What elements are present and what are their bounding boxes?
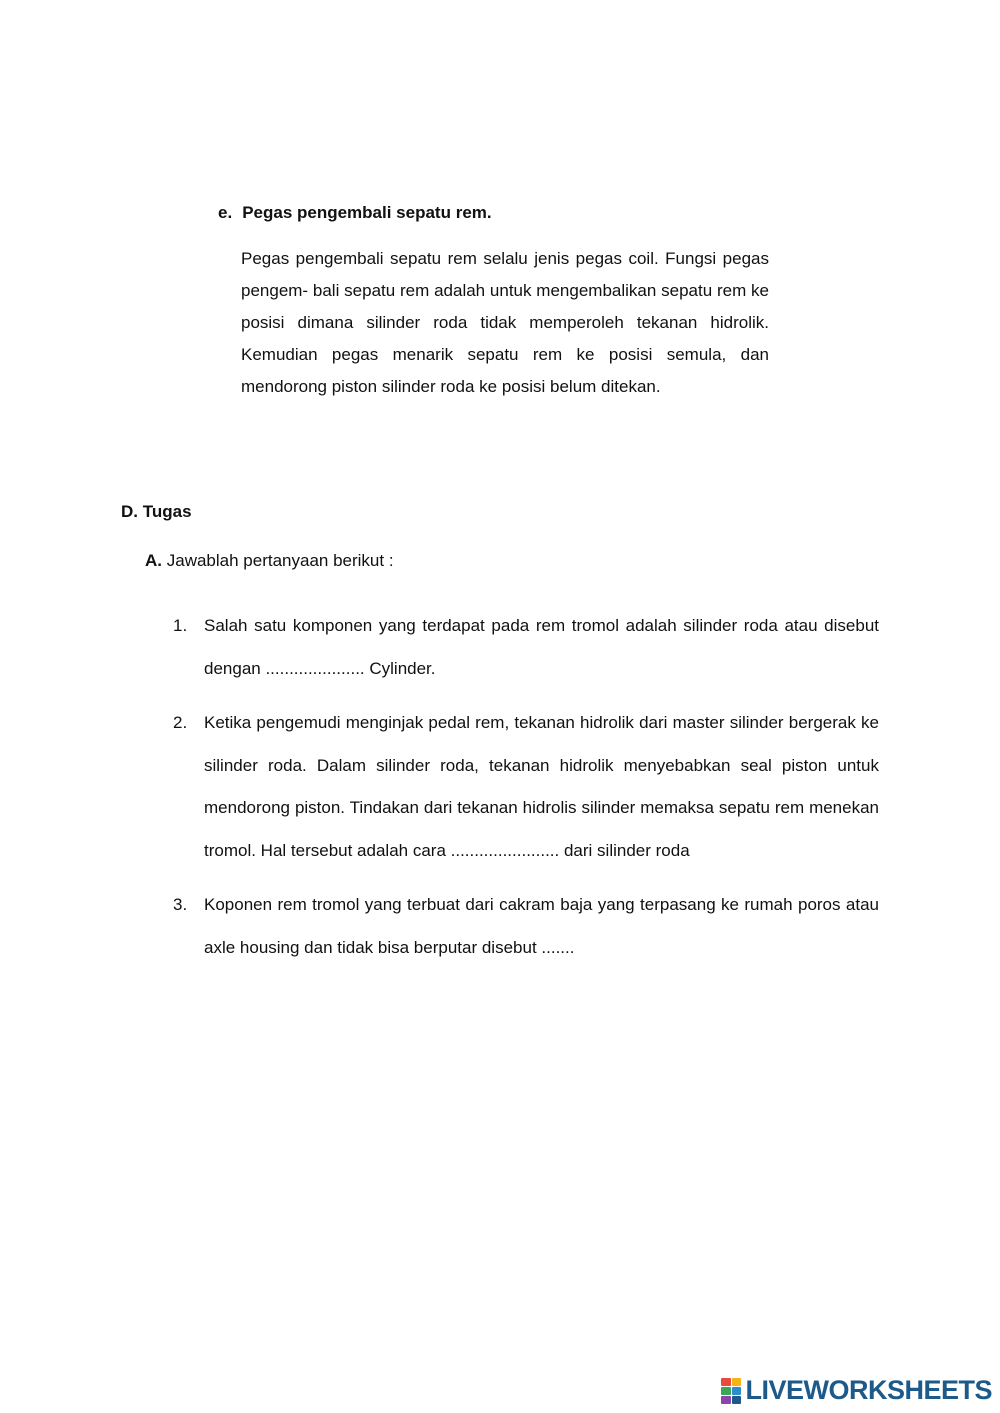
- question-text: Koponen rem tromol yang terbuat dari cakram baja yang terpasang ke rumah poros atau axle housing dan tidak bisa berputar disebut .......: [204, 895, 879, 957]
- logo-mark-cell: [732, 1378, 742, 1386]
- liveworksheets-logo: [721, 1375, 992, 1406]
- question-number: 3.: [173, 895, 188, 914]
- question-item: [173, 605, 879, 690]
- question-text: Ketika pengemudi menginjak pedal rem, tekanan hidrolik dari master silinder bergerak ke silinder roda. Dalam silinder roda, tekanan hidrolik menyebabkan seal piston untuk mendorong piston. Tindakan dari tekanan hidrolis silinder memaksa sepatu rem menekan tromol. Hal tersebut adalah cara ....................... dari silinder roda: [204, 713, 879, 860]
- question-item: [173, 702, 879, 872]
- liveworksheets-mark-icon: [721, 1378, 741, 1404]
- logo-mark-cell: [732, 1396, 742, 1404]
- logo-mark-cell: [732, 1387, 742, 1395]
- section-e-marker: e.: [218, 203, 233, 222]
- question-number: 2.: [173, 713, 188, 732]
- logo-mark-cell: [721, 1396, 731, 1404]
- part-a-instruction: [145, 551, 394, 571]
- question-item: [173, 884, 879, 969]
- logo-mark-cell: [721, 1378, 731, 1386]
- logo-mark-cell: [721, 1387, 731, 1395]
- part-a-text: Jawablah pertanyaan berikut :: [166, 551, 394, 570]
- liveworksheets-logo-text: LIVEWORKSHEETS: [745, 1375, 992, 1405]
- section-e: [218, 203, 778, 403]
- question-text: Salah satu komponen yang terdapat pada rem tromol adalah silinder roda atau disebut dengan ..................... Cylinder.: [204, 616, 879, 678]
- section-d-heading: D. Tugas: [121, 502, 192, 521]
- question-number: 1.: [173, 616, 188, 635]
- section-e-paragraph: Pegas pengembali sepatu rem selalu jenis pegas coil. Fungsi pegas pengem- bali sepatu rem adalah untuk mengembalikan sepatu rem ke posisi dimana silinder roda tidak memperoleh tekanan hidrolik. Kemudian pegas menarik sepatu rem ke posisi semula, dan mendorong piston silinder roda ke posisi belum ditekan.: [241, 249, 769, 396]
- question-list: [173, 605, 879, 981]
- section-e-title: [218, 203, 778, 223]
- part-a-label: A.: [145, 551, 162, 570]
- section-e-title-text: Pegas pengembali sepatu rem.: [242, 203, 492, 222]
